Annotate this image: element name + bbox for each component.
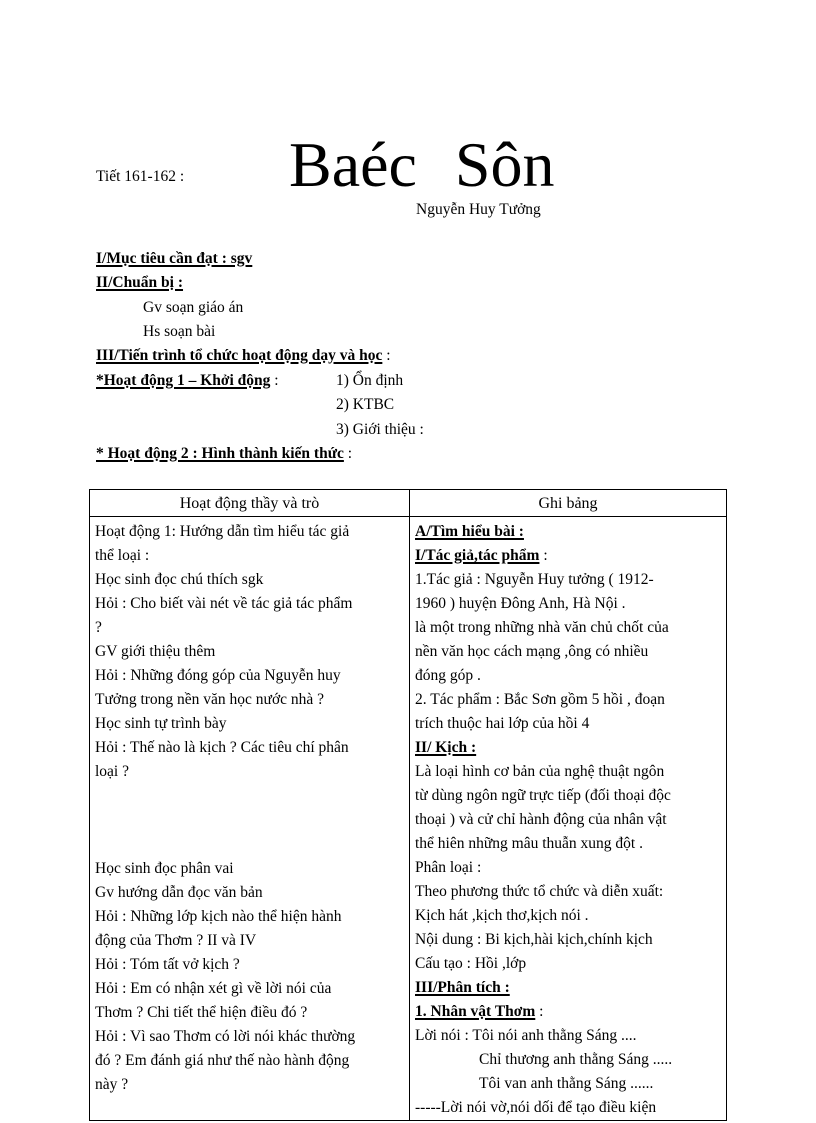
text-line: trích thuộc hai lớp của hồi 4 (415, 715, 590, 732)
column-header: Ghi bảng (410, 490, 726, 517)
activity-2 (96, 445, 352, 463)
text-line: Phân loại : (415, 859, 482, 876)
activity-1 (96, 372, 279, 390)
text-line: Gv hướng dẫn đọc văn bản (95, 884, 263, 901)
activity-1-step: 3) Giới thiệu : (336, 421, 424, 438)
activity-1-step: 2) KTBC (336, 396, 395, 413)
text-line: loại ? (95, 763, 129, 780)
text-line: Hỏi : Thế nào là kịch ? Các tiêu chí phân (95, 739, 349, 756)
text-line: Lời nói : Tôi nói anh thằng Sáng .... (415, 1027, 637, 1044)
text-line: Học sinh tự trình bày (95, 715, 227, 732)
heading-analysis (415, 976, 726, 1000)
prep-item: Hs soạn bài (143, 323, 216, 340)
teacher-student-column (90, 490, 410, 1120)
heading-a (415, 520, 726, 544)
suffix: : (382, 347, 391, 364)
heading-character-thom-label: 1. Nhân vật Thơm (415, 1003, 536, 1020)
section-process (96, 347, 391, 365)
suffix: : (343, 445, 353, 462)
text-line: Là loại hình cơ bản của nghệ thuật ngôn (415, 763, 665, 780)
lesson-number: Tiết 161-162 : (96, 168, 185, 185)
heading-author-work-label: I/Tác giả,tác phẩm (415, 547, 540, 564)
text-line: 1960 ) huyện Đông Anh, Hà Nội . (415, 595, 626, 612)
text-line: Học sinh đọc chú thích sgk (95, 571, 264, 588)
activity-1-step: 1) Ổn định (336, 372, 404, 389)
column-body (90, 517, 409, 1097)
text-line: Cấu tạo : Hồi ,lớp (415, 955, 527, 972)
heading-analysis-label: III/Phân tích : (415, 979, 510, 996)
suffix: : (270, 372, 279, 389)
text-line: Nội dung : Bi kịch,hài kịch,chính kịch (415, 931, 653, 948)
text-line: Chỉ thương anh thằng Sáng ..... (479, 1051, 673, 1068)
text-line: đó ? Em đánh giá như thế nào hành động (95, 1052, 350, 1069)
text-line: Hỏi : Những đóng góp của Nguyễn huy (95, 667, 341, 684)
column-header: Hoạt động thầy và trò (90, 490, 409, 517)
text-line: thể hiên những mâu thuẫn xung đột . (415, 835, 643, 852)
text-line: là một trong những nhà văn chủ chốt của (415, 619, 669, 636)
text-line: Hỏi : Những lớp kịch nào thể hiện hành (95, 908, 342, 925)
section-process-label: III/Tiến trình tổ chức hoạt động dạy và học (96, 347, 383, 364)
text-line: nền văn học cách mạng ,ông có nhiều (415, 643, 649, 660)
text-line: này ? (95, 1076, 129, 1093)
text-line: Hỏi : Vì sao Thơm có lời nói khác thường (95, 1028, 356, 1045)
suffix: : (539, 547, 548, 564)
text-line: Kịch hát ,kịch thơ,kịch nói . (415, 907, 589, 924)
text-line: Hỏi : Tóm tất vở kịch ? (95, 956, 240, 973)
heading-a-label: A/Tìm hiểu bài : (415, 523, 524, 540)
activity-1-label: *Hoạt động 1 – Khởi động (96, 372, 271, 389)
text-line: Tôi van anh thằng Sáng ...... (479, 1075, 654, 1092)
section-objectives: I/Mục tiêu cần đạt : sgv (96, 250, 253, 267)
text-line: Học sinh đọc phân vai (95, 860, 234, 877)
section-preparation: II/Chuẩn bị : (96, 274, 184, 291)
text-line: thoại ) và cử chỉ hành động của nhân vật (415, 811, 667, 828)
text-line: Hoạt động 1: Hướng dẫn tìm hiểu tác giả (95, 523, 350, 540)
text-line: Tưởng trong nền văn học nước nhà ? (95, 691, 325, 708)
text-line: GV giới thiệu thêm (95, 643, 216, 660)
heading-author-work (415, 544, 726, 568)
text-line: 1.Tác giả : Nguyễn Huy tưởng ( 1912- (415, 571, 654, 588)
text-line: Hỏi : Cho biết vài nét về tác giả tác phẩm (95, 595, 353, 612)
heading-character-thom (415, 1000, 726, 1024)
text-line: -----Lời nói vờ,nói dối để tạo điều kiện (415, 1099, 657, 1116)
activity-2-label: * Hoạt động 2 : Hình thành kiến thức (96, 445, 344, 462)
heading-drama (415, 736, 726, 760)
text-line: Hỏi : Em có nhận xét gì về lời nói của (95, 980, 332, 997)
lesson-table (89, 489, 727, 1121)
suffix: : (535, 1003, 544, 1020)
prep-item: Gv soạn giáo án (143, 299, 244, 316)
spacer (95, 784, 409, 857)
text-line: từ dùng ngôn ngữ trực tiếp (đối thoại độc (415, 787, 671, 804)
heading-drama-label: II/ Kịch : (415, 739, 477, 756)
text-line: Thơm ? Chi tiết thể hiện điều đó ? (95, 1004, 308, 1021)
text-line: ? (95, 619, 102, 636)
board-notes-column (410, 490, 726, 1120)
text-line: 2. Tác phẩm : Bắc Sơn gồm 5 hồi , đoạn (415, 691, 665, 708)
author: Nguyễn Huy Tưởng (416, 201, 541, 218)
column-body (410, 517, 726, 1120)
text-line: động của Thơm ? II và IV (95, 932, 257, 949)
page-title: Baéc Sôn (289, 129, 555, 200)
text-line: đóng góp . (415, 667, 481, 684)
text-line: Theo phương thức tổ chức và diễn xuất: (415, 883, 664, 900)
text-line: thể loại : (95, 547, 150, 564)
